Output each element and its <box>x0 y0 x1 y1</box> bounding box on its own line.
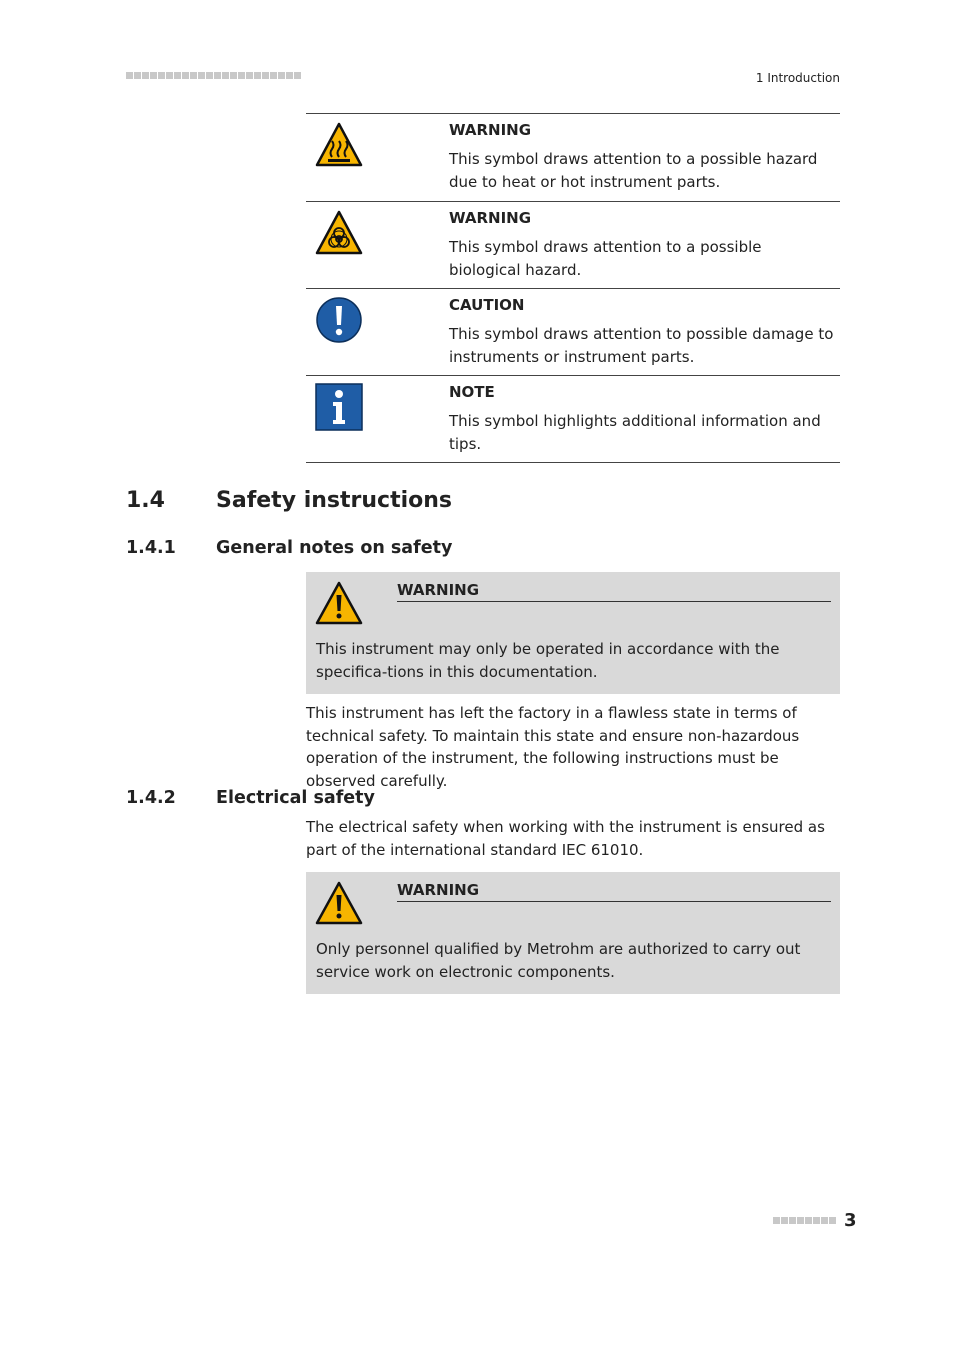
symbol-title: WARNING <box>449 121 532 139</box>
section-heading <box>126 488 826 518</box>
header-decoration <box>126 72 301 79</box>
symbol-description: This symbol draws attention to a possible biological hazard. <box>449 238 762 279</box>
caution-exclamation-icon <box>315 296 363 344</box>
subsection-title: Electrical safety <box>216 788 375 808</box>
symbol-title: WARNING <box>449 209 532 227</box>
warning-text: Only personnel qualified by Metrohm are authorized to carry out service work on electronic components. <box>316 940 801 981</box>
hot-surface-warning-icon <box>315 121 363 169</box>
symbols-table <box>306 113 840 463</box>
section-number: 1.4 <box>126 488 165 513</box>
electrical-safety-paragraph: The electrical safety when working with the instrument is ensured as part of the international standard IEC 61010. <box>306 818 825 859</box>
warning-triangle-icon <box>315 881 363 925</box>
symbol-row-note <box>306 375 840 463</box>
warning-triangle-icon <box>315 581 363 625</box>
warning-text: This instrument may only be operated in accordance with the specifica-tions in this documentation. <box>316 640 780 681</box>
running-header: 1 Introduction <box>755 71 840 85</box>
section-title: Safety instructions <box>216 488 452 513</box>
symbol-row-biohazard <box>306 201 840 288</box>
subsection-heading-electrical <box>126 788 826 812</box>
footer-decoration <box>773 1217 836 1224</box>
warning-box-electrical <box>306 872 840 994</box>
symbol-row-caution <box>306 288 840 375</box>
general-safety-paragraph: This instrument has left the factory in a flawless state in terms of technical safety. To maintain this state and ensure non-hazardous operation of the instrument, the following instructions must be observed carefully. <box>306 704 800 790</box>
subsection-heading-general <box>126 538 826 562</box>
symbol-title: CAUTION <box>449 296 525 314</box>
subsection-number: 1.4.2 <box>126 788 176 808</box>
subsection-number: 1.4.1 <box>126 538 176 558</box>
subsection-title: General notes on safety <box>216 538 453 558</box>
symbol-title: NOTE <box>449 383 495 401</box>
symbol-description: This symbol draws attention to possible damage to instruments or instrument parts. <box>449 325 834 366</box>
symbol-description: This symbol highlights additional information and tips. <box>449 412 821 453</box>
symbol-row-heat <box>306 113 840 201</box>
symbol-description: This symbol draws attention to a possible hazard due to heat or hot instrument parts. <box>449 150 818 191</box>
page-number: 3 <box>844 1210 857 1231</box>
biohazard-warning-icon <box>315 209 363 257</box>
info-note-icon <box>315 383 363 431</box>
warning-title: WARNING <box>397 881 831 902</box>
warning-box-general <box>306 572 840 694</box>
warning-title: WARNING <box>397 581 831 602</box>
